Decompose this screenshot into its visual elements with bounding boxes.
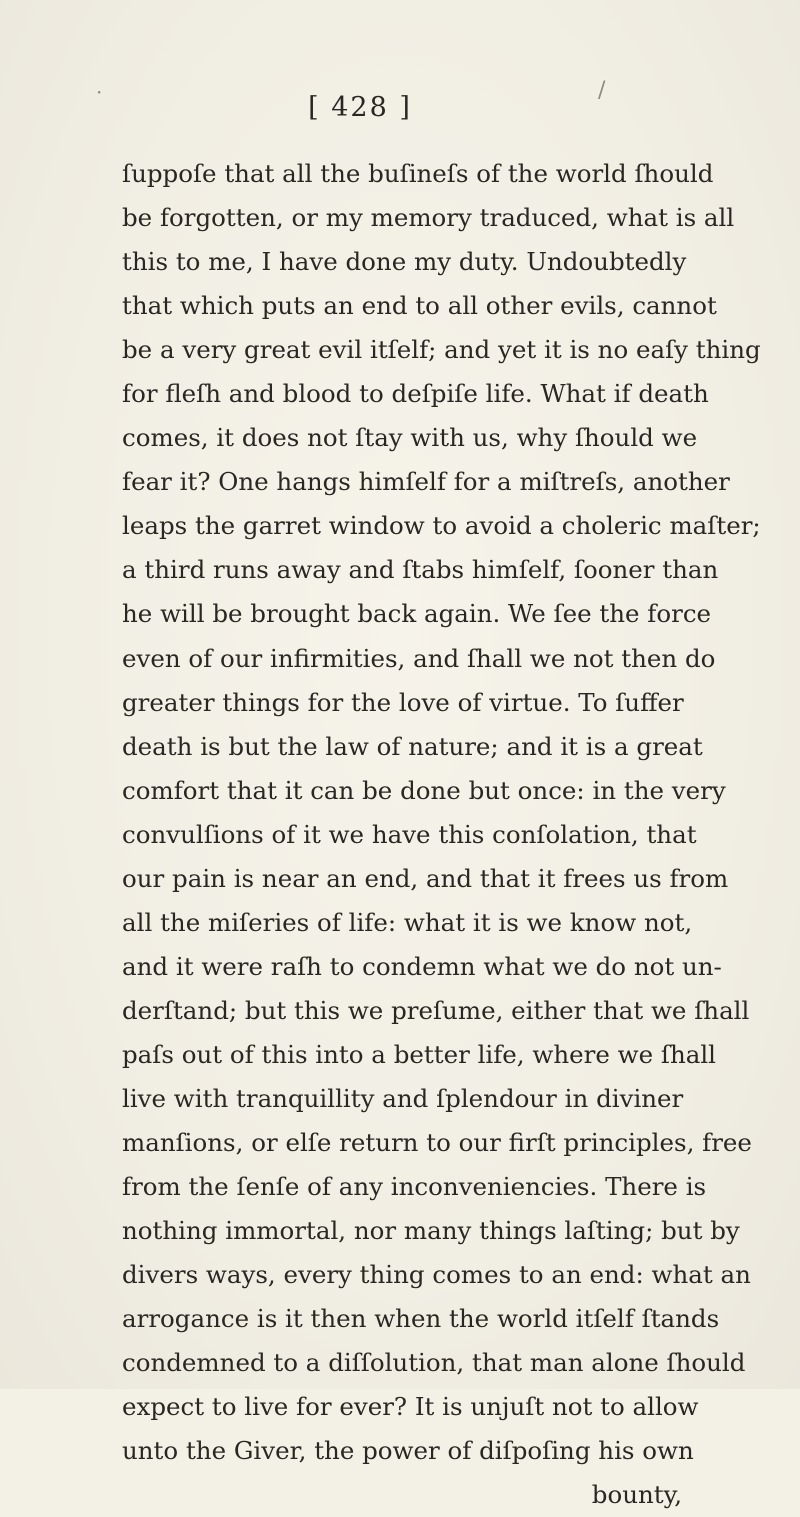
- text-line: comes, it does not ſtay with us, why ſhould we: [122, 423, 698, 453]
- text-line: from the ſenſe of any inconveniencies. There is: [122, 1172, 707, 1202]
- text-line: ſuppoſe that all the buſineſs of the world ſhould: [122, 159, 714, 188]
- text-line: for fleſh and blood to deſpiſe life. What if death: [122, 379, 709, 409]
- text-line: nothing immortal, nor many things laſting; but by: [122, 1216, 740, 1246]
- text-line: divers ways, every thing comes to an end: what an: [122, 1260, 751, 1290]
- catchword: bounty,: [591, 1480, 682, 1510]
- text-line: a third runs away and ſtabs himſelf, ſooner than: [122, 555, 719, 585]
- text-line: fear it? One hangs himſelf for a miſtreſs, another: [122, 467, 730, 497]
- text-line: manſions, or elſe return to our firſt principles, free: [122, 1128, 752, 1158]
- text-line: greater things for the love of virtue. To ſuffer: [122, 687, 684, 717]
- text-line: comfort that it can be done but once: in the very: [122, 775, 726, 805]
- text-line: expect to live for ever? It is unjuſt not to allow: [122, 1392, 699, 1422]
- ink-speck: ·: [96, 80, 103, 104]
- text-line: be forgotten, or my memory traduced, what is all: [122, 203, 735, 233]
- text-line: and it were raſh to condemn what we do not un-: [122, 951, 722, 981]
- text-line: condemned to a diſſolution, that man alone ſhould: [122, 1348, 746, 1378]
- text-line: he will be brought back again. We ſee the force: [122, 599, 712, 629]
- text-line: leaps the garret window to avoid a choleric maſter;: [122, 511, 761, 541]
- text-line: derſtand; but this we preſume, either that we ſhall: [122, 995, 750, 1025]
- text-line: paſs out of this into a better life, where we ſhall: [122, 1039, 717, 1069]
- text-line: unto the Giver, the power of diſpoſing his own: [122, 1436, 694, 1466]
- text-line: live with tranquillity and ſplendour in diviner: [122, 1083, 684, 1113]
- text-line: be a very great evil itſelf; and yet it is no eaſy thing: [122, 335, 761, 365]
- text-line: all the miſeries of life: what it is we know not,: [122, 907, 693, 937]
- ink-stroke: /: [598, 78, 606, 103]
- text-line: arrogance is it then when the world itſelf ſtands: [122, 1304, 720, 1334]
- text-line: convulſions of it we have this conſolation, that: [122, 819, 697, 849]
- text-line: death is but the law of nature; and it is a great: [122, 731, 703, 761]
- text-line: even of our infirmities, and ſhall we not then do: [122, 643, 716, 673]
- text-line: that which puts an end to all other evils, cannot: [122, 291, 717, 321]
- page-number: [ 428 ]: [308, 92, 412, 123]
- text-line: our pain is near an end, and that it frees us from: [122, 863, 729, 893]
- text-line: this to me, I have done my duty. Undoubtedly: [122, 247, 687, 277]
- body-text: [122, 152, 761, 1517]
